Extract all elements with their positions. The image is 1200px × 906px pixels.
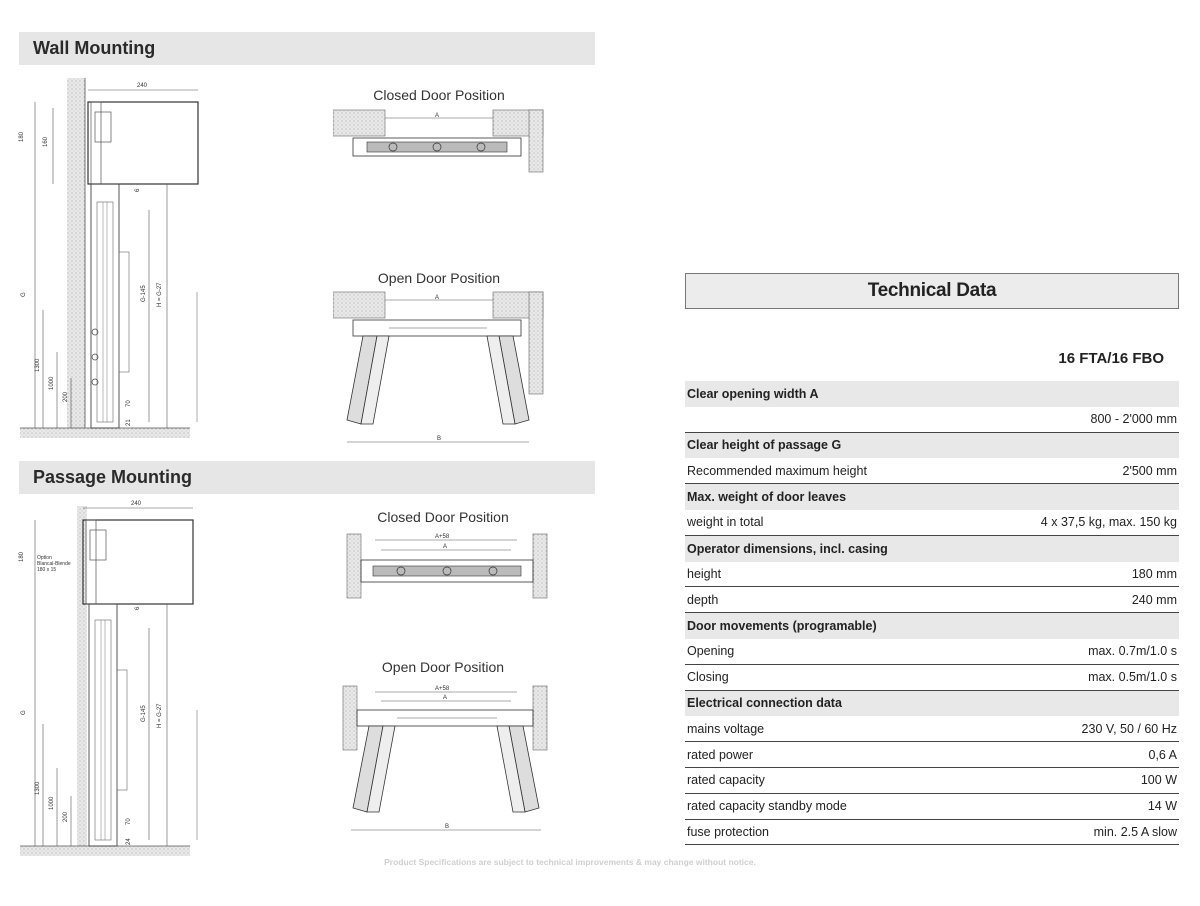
row-value: 100 W bbox=[1140, 773, 1177, 788]
p-option-3: 180 x 15 bbox=[37, 567, 57, 573]
p-option-2: Blancal-Blende bbox=[37, 561, 71, 567]
row-label: Max. weight of door leaves bbox=[687, 490, 847, 505]
row-value: 240 mm bbox=[1131, 592, 1177, 607]
p-dim-200: 200 bbox=[63, 811, 69, 822]
p-closed-dim-a58: A+58 bbox=[435, 534, 450, 540]
row-label: depth bbox=[687, 592, 719, 607]
table-section-header bbox=[685, 433, 1179, 459]
table-section-header bbox=[685, 536, 1179, 562]
table-row bbox=[685, 768, 1179, 794]
row-value: min. 2.5 A slow bbox=[1093, 824, 1177, 839]
table-row bbox=[685, 639, 1179, 665]
table-row bbox=[685, 794, 1179, 820]
p-dim-hg27: H = G-27 bbox=[157, 703, 163, 728]
dim-70: 70 bbox=[126, 400, 132, 407]
row-label: height bbox=[687, 566, 722, 581]
row-value: 230 V, 50 / 60 Hz bbox=[1081, 721, 1177, 736]
dim-1300: 1300 bbox=[35, 358, 41, 372]
p-open-dim-a: A bbox=[443, 695, 448, 701]
table-row bbox=[685, 510, 1179, 536]
wall-open-dim-b: B bbox=[437, 436, 442, 442]
dim-6: 6 bbox=[135, 188, 141, 192]
table-row bbox=[685, 742, 1179, 768]
row-label: Clear height of passage G bbox=[687, 438, 842, 453]
p-dim-6: 6 bbox=[135, 606, 141, 610]
p-dim-g: G bbox=[21, 710, 27, 715]
wall-mounting-title: Wall Mounting bbox=[19, 32, 595, 65]
row-label: Operator dimensions, incl. casing bbox=[687, 541, 888, 556]
dim-21: 21 bbox=[126, 419, 132, 426]
p-dim-1000: 1000 bbox=[49, 796, 55, 810]
dim-200: 200 bbox=[63, 391, 69, 402]
p-open-dim-b: B bbox=[445, 824, 450, 830]
row-label: Electrical connection data bbox=[687, 696, 842, 711]
p-dim-g145: G-145 bbox=[141, 705, 147, 722]
table-row bbox=[685, 716, 1179, 742]
table-row bbox=[685, 820, 1179, 846]
technical-data-table bbox=[685, 381, 1179, 845]
wall-closed-dim-a: A bbox=[435, 113, 440, 119]
p-dim-180: 180 bbox=[19, 551, 25, 562]
row-label: Closing bbox=[687, 670, 729, 685]
row-value: max. 0.5m/1.0 s bbox=[1088, 670, 1177, 685]
dim-1000: 1000 bbox=[49, 376, 55, 390]
row-label: Recommended maximum height bbox=[687, 463, 867, 478]
p-open-dim-a58: A+58 bbox=[435, 686, 450, 692]
wall-open-door-drawing bbox=[333, 290, 548, 452]
table-section-header bbox=[685, 691, 1179, 717]
dim-g: G bbox=[21, 292, 27, 297]
table-section-header bbox=[685, 484, 1179, 510]
dim-160: 160 bbox=[43, 136, 49, 147]
p-dim-240: 240 bbox=[131, 501, 142, 507]
model-name: 16 FTA/16 FBO bbox=[1058, 350, 1164, 367]
p-dim-1300: 1300 bbox=[35, 781, 41, 795]
row-value: 14 W bbox=[1147, 799, 1177, 814]
passage-mounting-title: Passage Mounting bbox=[19, 461, 595, 494]
table-row bbox=[685, 665, 1179, 691]
table-row bbox=[685, 562, 1179, 588]
row-value: 0,6 A bbox=[1148, 747, 1177, 762]
dim-hg27: H = G-27 bbox=[157, 282, 163, 307]
table-row bbox=[685, 407, 1179, 433]
wall-open-dim-a: A bbox=[435, 295, 440, 301]
passage-closed-door-drawing bbox=[345, 530, 550, 602]
dim-180: 180 bbox=[19, 131, 25, 142]
p-closed-dim-a: A bbox=[443, 544, 448, 550]
passage-open-door-label: Open Door Position bbox=[381, 659, 505, 675]
table-section-header bbox=[685, 381, 1179, 407]
table-row bbox=[685, 587, 1179, 613]
row-label: weight in total bbox=[687, 515, 764, 530]
row-label: rated capacity bbox=[687, 773, 765, 788]
row-label: rated capacity standby mode bbox=[687, 799, 847, 814]
wall-mounting-section-drawing bbox=[15, 72, 215, 444]
table-row bbox=[685, 458, 1179, 484]
passage-open-door-drawing bbox=[341, 682, 551, 834]
row-value: 180 mm bbox=[1131, 566, 1177, 581]
technical-data-title: Technical Data bbox=[685, 273, 1179, 309]
table-section-header bbox=[685, 613, 1179, 639]
row-label: Opening bbox=[687, 644, 735, 659]
p-dim-70: 70 bbox=[126, 818, 132, 825]
dim-240: 240 bbox=[137, 83, 148, 89]
row-label: mains voltage bbox=[687, 721, 765, 736]
wall-closed-door-label: Closed Door Position bbox=[373, 87, 505, 103]
row-label: Door movements (programable) bbox=[687, 619, 877, 634]
passage-mounting-section-drawing bbox=[15, 500, 215, 862]
row-label: rated power bbox=[687, 747, 754, 762]
row-value: 4 x 37,5 kg, max. 150 kg bbox=[1040, 515, 1177, 530]
dim-g145: G-145 bbox=[141, 285, 147, 302]
row-value: 2'500 mm bbox=[1122, 463, 1177, 478]
p-dim-24: 24 bbox=[126, 838, 132, 845]
wall-closed-door-drawing bbox=[333, 108, 548, 174]
row-value: max. 0.7m/1.0 s bbox=[1088, 644, 1177, 659]
row-label: Clear opening width A bbox=[687, 386, 819, 401]
row-value: 800 - 2'000 mm bbox=[1090, 412, 1177, 427]
passage-closed-door-label: Closed Door Position bbox=[377, 509, 509, 525]
p-option-1: Option bbox=[37, 555, 52, 561]
footer-disclaimer: Product Specifications are subject to technical improvements & may change without notice. bbox=[384, 857, 756, 867]
wall-open-door-label: Open Door Position bbox=[377, 270, 501, 286]
row-label: fuse protection bbox=[687, 824, 769, 839]
